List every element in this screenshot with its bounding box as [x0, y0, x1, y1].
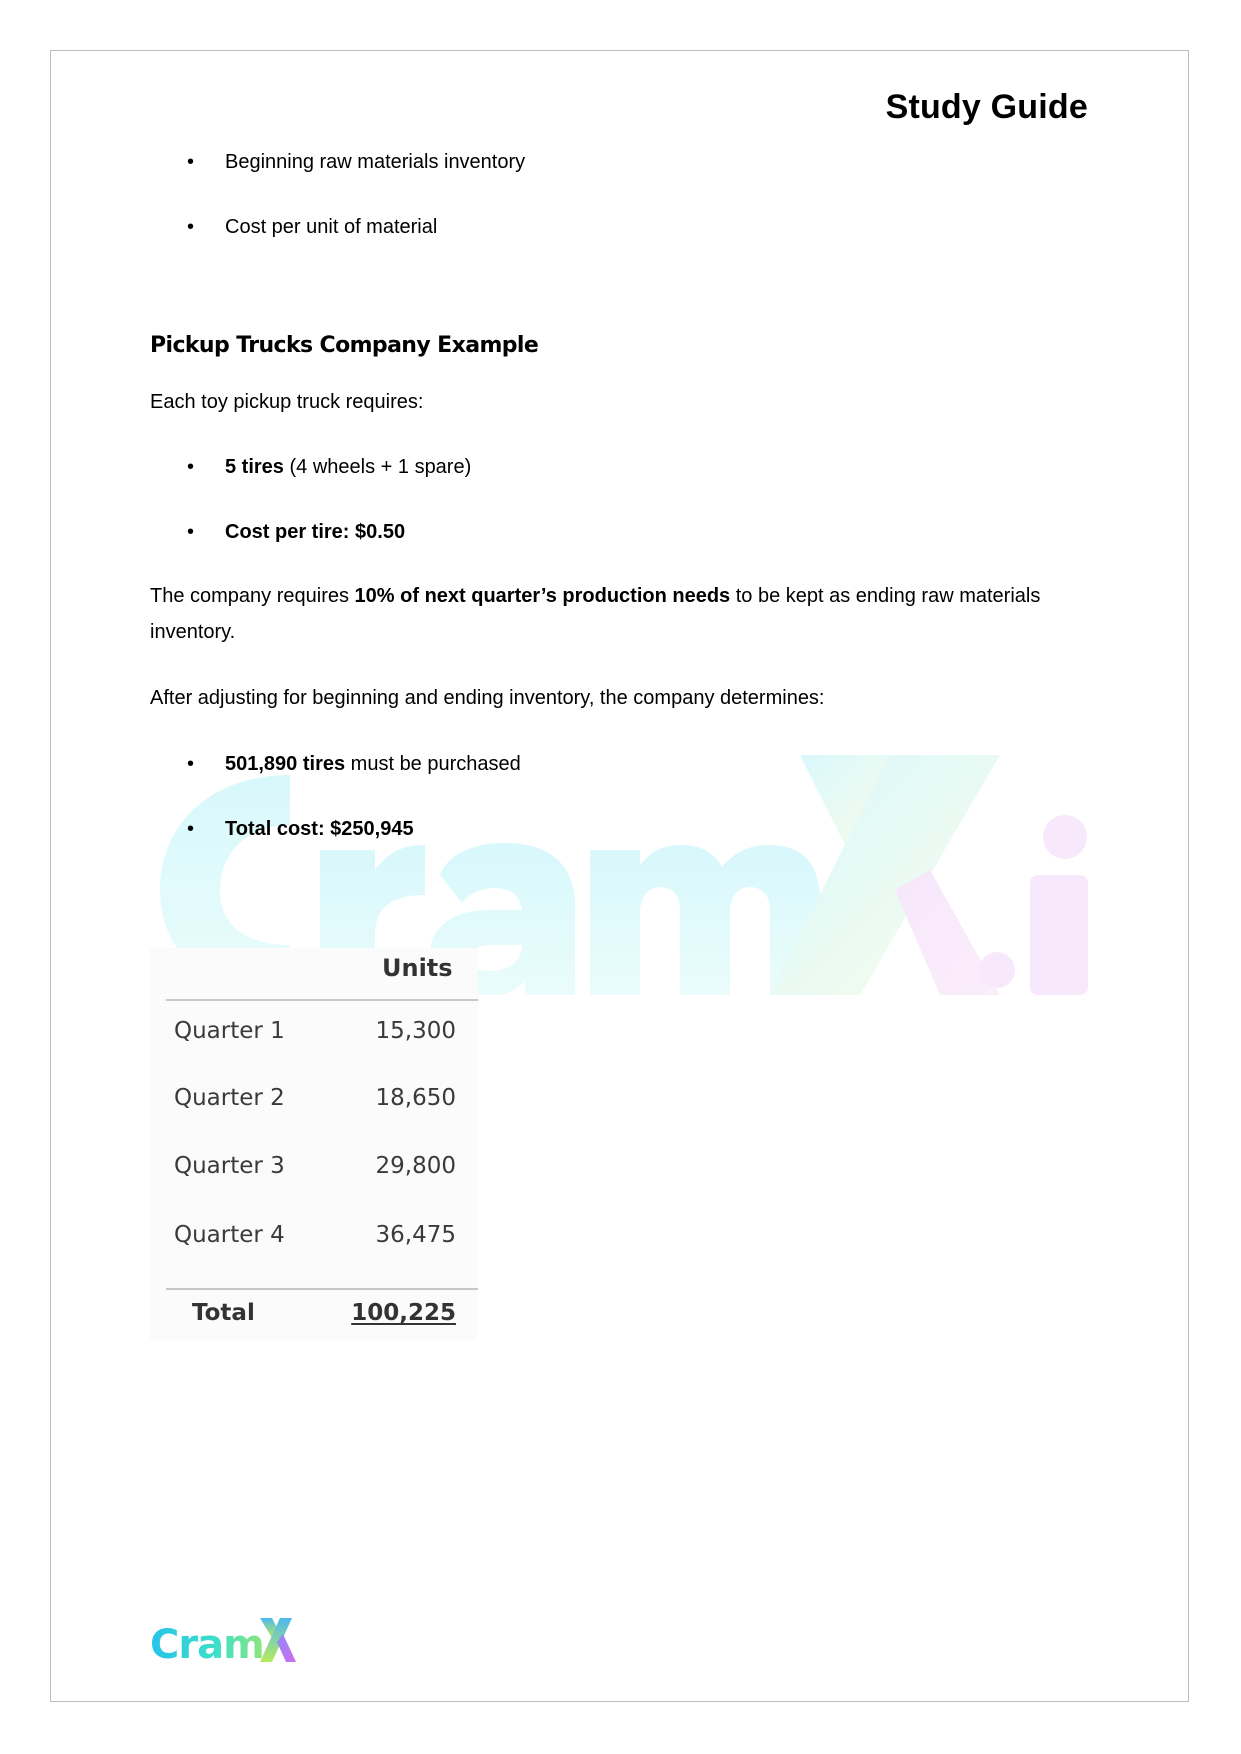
- table-row: [174, 1222, 456, 1248]
- bullet-icon: •: [187, 753, 195, 775]
- row-label: Quarter 4: [174, 1222, 285, 1248]
- result-bold: Total cost: $250,945: [225, 818, 414, 840]
- requirement-bullet-item: [187, 520, 405, 544]
- row-value: 15,300: [375, 1018, 456, 1044]
- requirement-bold: 5 tires: [225, 456, 284, 478]
- bullet-icon: •: [187, 151, 195, 173]
- total-rule: [166, 1288, 478, 1290]
- svg-text:Cram: Cram: [150, 1622, 264, 1668]
- result-bold: 501,890 tires: [225, 753, 346, 775]
- requirement-bold: Cost per tire: $0.50: [225, 521, 406, 543]
- row-value: 18,650: [375, 1085, 456, 1111]
- inventory-policy-paragraph: [150, 578, 1090, 650]
- result-bullet-item: [187, 752, 521, 776]
- bullet-icon: •: [187, 818, 195, 840]
- table-row: [174, 1153, 456, 1179]
- total-value: 100,225: [351, 1300, 456, 1326]
- intro-bullet-item: [187, 215, 437, 239]
- units-table: [150, 948, 478, 1340]
- row-label: Quarter 3: [174, 1153, 285, 1179]
- section-heading: Pickup Trucks Company Example: [150, 333, 539, 358]
- table-row: [174, 1085, 456, 1111]
- policy-text: The company requires: [150, 585, 355, 607]
- cramx-footer-logo: [150, 1612, 300, 1672]
- bullet-icon: •: [187, 521, 195, 543]
- header-rule: [166, 999, 478, 1001]
- row-value: 36,475: [375, 1222, 456, 1248]
- requirement-rest: (4 wheels + 1 spare): [283, 456, 472, 478]
- bullet-text: Beginning raw materials inventory: [225, 151, 526, 173]
- row-label: Quarter 1: [174, 1018, 285, 1044]
- bullet-text: Cost per unit of material: [225, 216, 438, 238]
- result-bullet-item: [187, 817, 414, 841]
- determination-lead: After adjusting for beginning and ending inventory, the company determines:: [150, 687, 825, 709]
- bullet-icon: •: [187, 456, 195, 478]
- table-total-row: [192, 1300, 456, 1326]
- row-value: 29,800: [375, 1153, 456, 1179]
- policy-text: to be kept as ending raw materials inventory.: [150, 585, 1041, 643]
- page-title: Study Guide: [885, 88, 1088, 126]
- table-header-units: Units: [382, 954, 453, 982]
- policy-bold: 10% of next quarter’s production needs: [354, 585, 731, 607]
- result-rest: must be purchased: [345, 753, 521, 775]
- row-label: Quarter 2: [174, 1085, 285, 1111]
- total-label: Total: [192, 1300, 255, 1326]
- bullet-icon: •: [187, 216, 195, 238]
- requirement-bullet-item: [187, 455, 471, 479]
- section-lead: Each toy pickup truck requires:: [150, 391, 424, 413]
- intro-bullet-item: [187, 150, 525, 174]
- table-row: [174, 1018, 456, 1044]
